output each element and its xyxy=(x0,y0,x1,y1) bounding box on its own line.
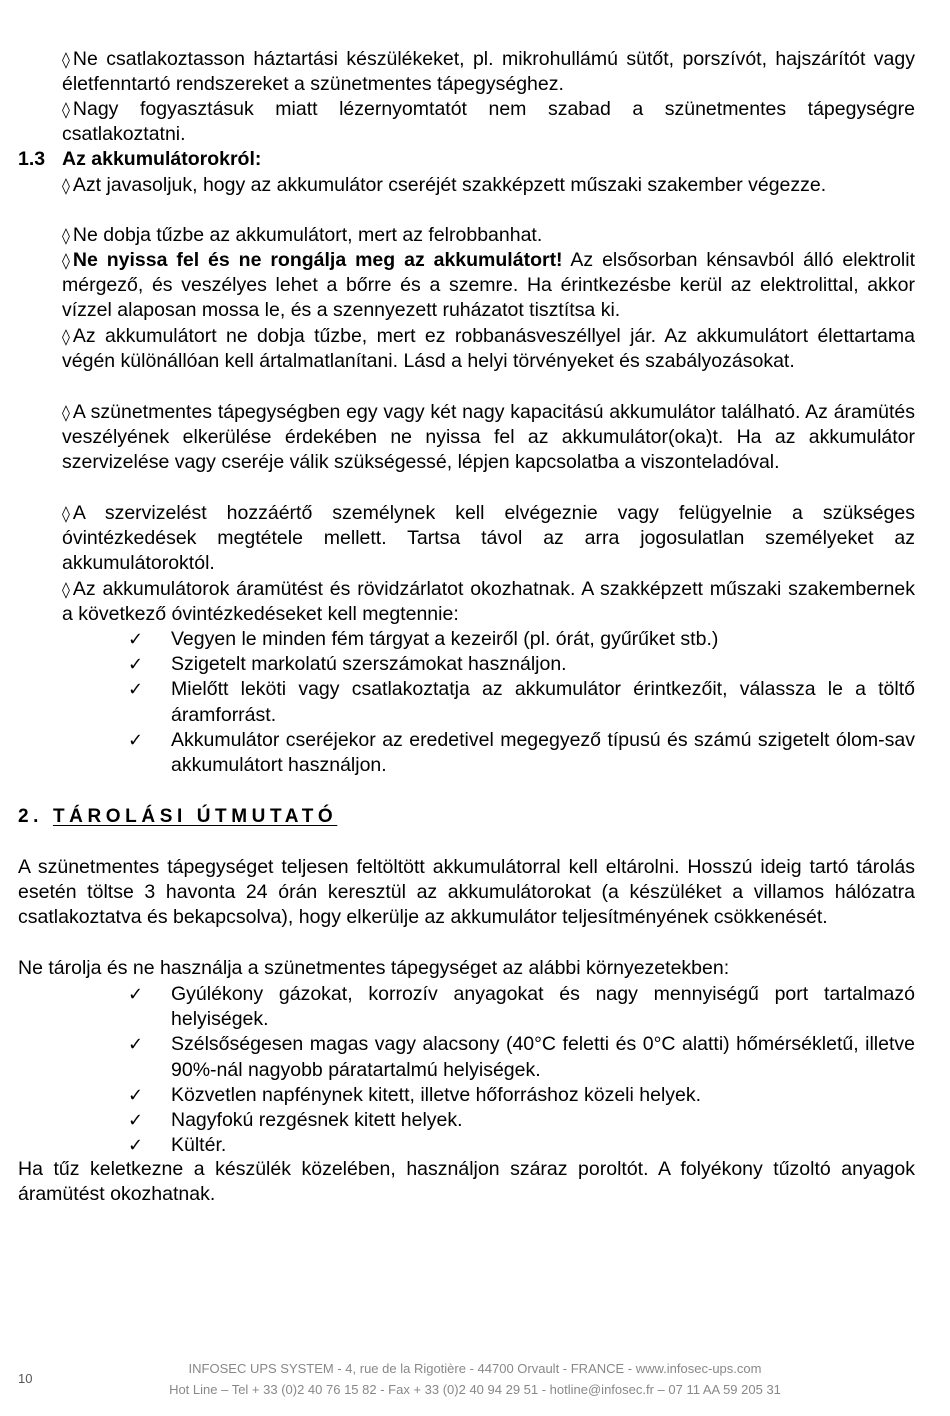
diamond-bullet-icon: ◊ xyxy=(62,504,70,523)
list-item: ✓ Szélsőségesen magas vagy alacsony (40°C feletti és 0°C alatti) hőmérsékletű, illetve 90%-nál nagyobb páratartalmú helyiségek. xyxy=(128,1033,915,1081)
footer-address: INFOSEC UPS SYSTEM - 4, rue de la Rigotière - 44700 Orvault - FRANCE - www.infosec-ups.com xyxy=(188,1361,762,1376)
battery-paragraph-capacity: ◊ A szünetmentes tápegységben egy vagy két nagy kapacitású akkumulátor található. Az áramütés veszélyének elkerülése érdekében ne nyissa fel az akkumulátor(oka)t. Ha az akkumulátor szervizelése vagy cseréje válik szükségessé, lépjen kapcsolatba a viszonteladóval. xyxy=(62,401,915,474)
checkmark-icon: ✓ xyxy=(128,679,144,701)
checkmark-icon: ✓ xyxy=(128,654,144,676)
checkmark-icon: ✓ xyxy=(128,1135,144,1157)
checkmark-icon: ✓ xyxy=(128,1084,144,1106)
list-item: ✓ Gyúlékony gázokat, korrozív anyagokat és nagy mennyiségű port tartalmazó helyiségek. xyxy=(128,983,915,1031)
checkmark-icon: ✓ xyxy=(128,1034,144,1056)
diamond-bullet-icon: ◊ xyxy=(62,251,70,270)
battery-paragraph-fire: ◊ Ne dobja tűzbe az akkumulátort, mert az felrobbanhat. xyxy=(62,224,543,246)
section-number: 2. xyxy=(18,806,44,827)
environments-list xyxy=(128,982,915,1158)
checkmark-icon: ✓ xyxy=(128,629,144,650)
section-title: Az akkumulátorokról: xyxy=(62,148,262,170)
battery-paragraph-qualified-technician: ◊ Azt javasoljuk, hogy az akkumulátor cseréjét szakképzett műszaki szakember végezze. xyxy=(62,174,827,196)
section-number: 1.3 xyxy=(18,148,46,170)
page-footer xyxy=(100,1358,850,1400)
diamond-bullet-icon: ◊ xyxy=(62,100,70,119)
checkmark-icon: ✓ xyxy=(128,1110,144,1132)
battery-paragraph-servicing: ◊ A szervizelést hozzáértő személynek kell elvégeznie vagy felügyelnie a szükséges óvintézkedések megtétele mellett. Tartsa távol az arra jogosulatlan személyeket az akkumulátoroktól. xyxy=(62,502,915,575)
list-item: ✓ Szigetelt markolatú szerszámokat használjon. xyxy=(128,652,915,677)
storage-paragraph-charging: A szünetmentes tápegységet teljesen feltöltött akkumulátorral kell eltárolni. Hosszú ideig tartó tárolás esetén töltse 3 havonta 24 órán keresztül az akkumulátorokat (a készüléket a villamos hálózatra csatlakoztatva és bekapcsolva), hogy elkerülje az akkumulátor teljesítményének csökkenését. xyxy=(18,856,915,929)
diamond-bullet-icon: ◊ xyxy=(62,50,70,69)
storage-paragraph-fire: Ha tűz keletkezne a készülék közelében, használjon száraz poroltót. A folyékony tűzoltó anyagok áramütést okozhatnak. xyxy=(18,1158,915,1206)
list-item: ✓ Közvetlen napfénynek kitett, illetve hőforráshoz közeli helyek. xyxy=(128,1083,915,1108)
diamond-bullet-icon: ◊ xyxy=(62,327,70,346)
list-item: ✓ Kültér. xyxy=(128,1133,915,1158)
list-item: ✓ Nagyfokú rezgésnek kitett helyek. xyxy=(128,1108,915,1133)
storage-paragraph-environments-intro: Ne tárolja és ne használja a szünetmentes tápegységet az alábbi környezetekben: xyxy=(18,957,730,979)
list-item: ✓ Akkumulátor cseréjekor az eredetivel megegyező típusú és számú szigetelt ólom-sav akkumulátort használjon. xyxy=(128,728,915,777)
precautions-list xyxy=(128,627,915,778)
battery-paragraph-disposal: ◊ Az akkumulátort ne dobja tűzbe, mert ez robbanásveszéllyel jár. Az akkumulátort élettartama végén különállóan kell ártalmatlanítani. Lásd a helyi törvényeket és szabályozásokat. xyxy=(62,325,915,373)
section-title: TÁROLÁSI ÚTMUTATÓ xyxy=(52,806,338,827)
checkmark-icon: ✓ xyxy=(128,984,144,1005)
section-heading-batteries xyxy=(18,147,261,172)
diamond-bullet-icon: ◊ xyxy=(62,226,70,245)
diamond-bullet-icon: ◊ xyxy=(62,580,70,599)
warning-paragraph-laser-printer: ◊ Nagy fogyasztásuk miatt lézernyomtatót nem szabad a szünetmentes tápegységre csatlakoztatni. xyxy=(62,98,915,146)
diamond-bullet-icon: ◊ xyxy=(62,403,70,422)
battery-paragraph-do-not-open: ◊ Ne nyissa fel és ne rongálja meg az akkumulátort! Az elsősorban kénsavból álló elektrolit mérgező, és veszélyes lehet a bőrre és a szemre. Ha érintkezésbe kerül az elektrolittal, akkor vízzel alaposan mossa le, és a szennyezett ruházatot tisztítsa ki. xyxy=(62,249,915,322)
footer-contact: Hot Line – Tel + 33 (0)2 40 76 15 82 - Fax + 33 (0)2 40 94 29 51 - hotline@infosec.fr – 07 11 AA 59 205 31 xyxy=(169,1382,781,1397)
checkmark-icon: ✓ xyxy=(128,729,144,751)
warning-paragraph-appliances: ◊ Ne csatlakoztasson háztartási készülékeket, pl. mikrohullámú sütőt, porszívót, hajszárítót vagy életfenntartó rendszereket a szünetmentes tápegységhez. xyxy=(62,48,915,96)
list-item: ✓ Vegyen le minden fém tárgyat a kezeiről (pl. órát, gyűrűket stb.) xyxy=(128,627,915,652)
diamond-bullet-icon: ◊ xyxy=(62,176,70,195)
bold-warning: Ne nyissa fel és ne rongálja meg az akkumulátort! xyxy=(72,249,563,271)
page-number: 10 xyxy=(18,1371,33,1386)
section-heading-storage xyxy=(18,804,337,829)
list-item: ✓ Mielőtt leköti vagy csatlakoztatja az akkumulátor érintkezőit, válassza le a töltő áramforrást. xyxy=(128,678,915,726)
battery-paragraph-precautions-intro: ◊ Az akkumulátorok áramütést és rövidzárlatot okozhatnak. A szakképzett műszaki szakembernek a következő óvintézkedéseket kell megtennie: xyxy=(62,578,915,626)
